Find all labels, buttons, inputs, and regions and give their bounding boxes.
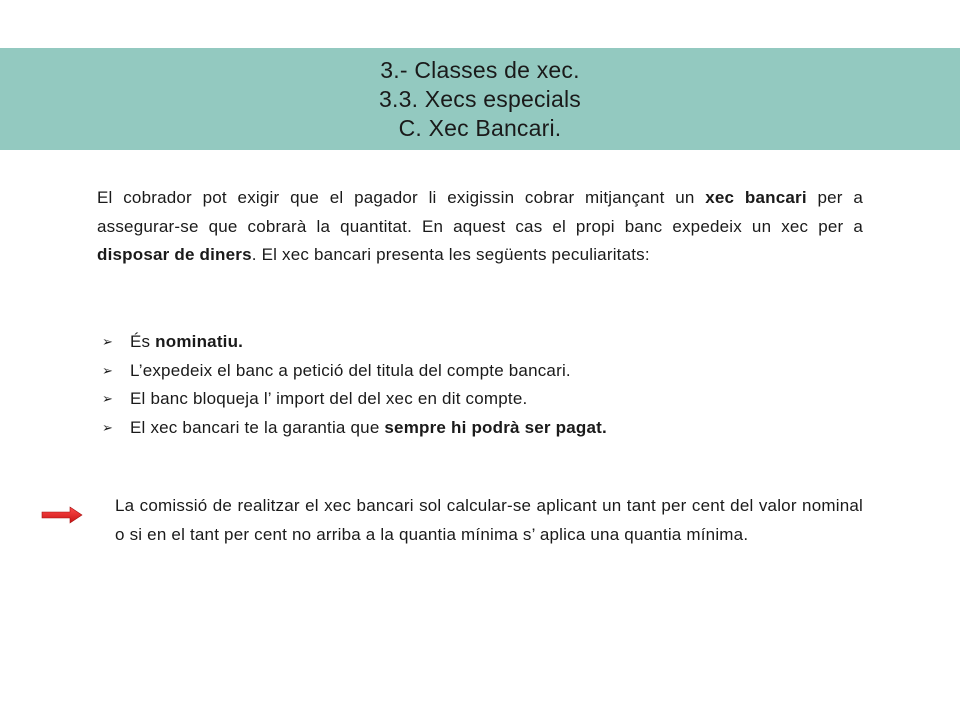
list-item-text: L’expedeix el banc a petició del titula del compte bancari. bbox=[130, 360, 571, 380]
title-line-3: C. Xec Bancari. bbox=[398, 114, 562, 141]
title-line-2: 3.3. Xecs especials bbox=[379, 85, 581, 112]
list-item-text bbox=[130, 328, 243, 357]
intro-paragraph bbox=[97, 184, 863, 270]
commission-note: La comissió de realitzar el xec bancari sol calcular-se aplicant un tant per cent del valor nominal o si en el tant per cent no arriba a la quantia mínima s’ aplica una quantia mínima. bbox=[115, 496, 863, 544]
arrowhead-bullet-icon: ➢ bbox=[102, 362, 114, 378]
peculiarities-list bbox=[102, 328, 862, 442]
intro-bold-xec-bancari: xec bancari bbox=[705, 188, 807, 207]
title-band bbox=[0, 48, 960, 150]
list-item-text-bold: nominatiu. bbox=[155, 332, 244, 351]
title-line-1: 3.- Classes de xec. bbox=[380, 56, 580, 83]
arrowhead-bullet-icon: ➢ bbox=[102, 419, 114, 435]
list-item-text-bold: sempre hi podrà ser pagat. bbox=[384, 417, 607, 437]
arrowhead-bullet-icon: ➢ bbox=[102, 334, 114, 349]
intro-bold-disposar-de-diners: disposar de diners bbox=[97, 245, 252, 264]
list-item-text: El banc bloqueja l’ import del del xec en dit compte. bbox=[130, 389, 528, 408]
list-item bbox=[102, 357, 862, 386]
intro-text-2: per a assegurar-se que cobrarà la quantitat. En aquest cas el propi banc expedeix un xec per a bbox=[97, 188, 863, 236]
list-item-text-plain: El xec bancari te la garantia que bbox=[130, 417, 385, 437]
list-item-text bbox=[130, 414, 607, 443]
list-item bbox=[102, 385, 862, 414]
list-item bbox=[102, 414, 862, 443]
arrowhead-bullet-icon: ➢ bbox=[102, 391, 114, 406]
intro-text-3: . El xec bancari presenta les següents peculiaritats: bbox=[251, 245, 650, 264]
list-item-text-plain: És bbox=[130, 332, 156, 351]
intro-text-1: El cobrador pot exigir que el pagador li exigissin cobrar mitjançant un bbox=[97, 188, 706, 207]
red-arrow-icon bbox=[40, 505, 84, 525]
list-item bbox=[102, 328, 862, 357]
